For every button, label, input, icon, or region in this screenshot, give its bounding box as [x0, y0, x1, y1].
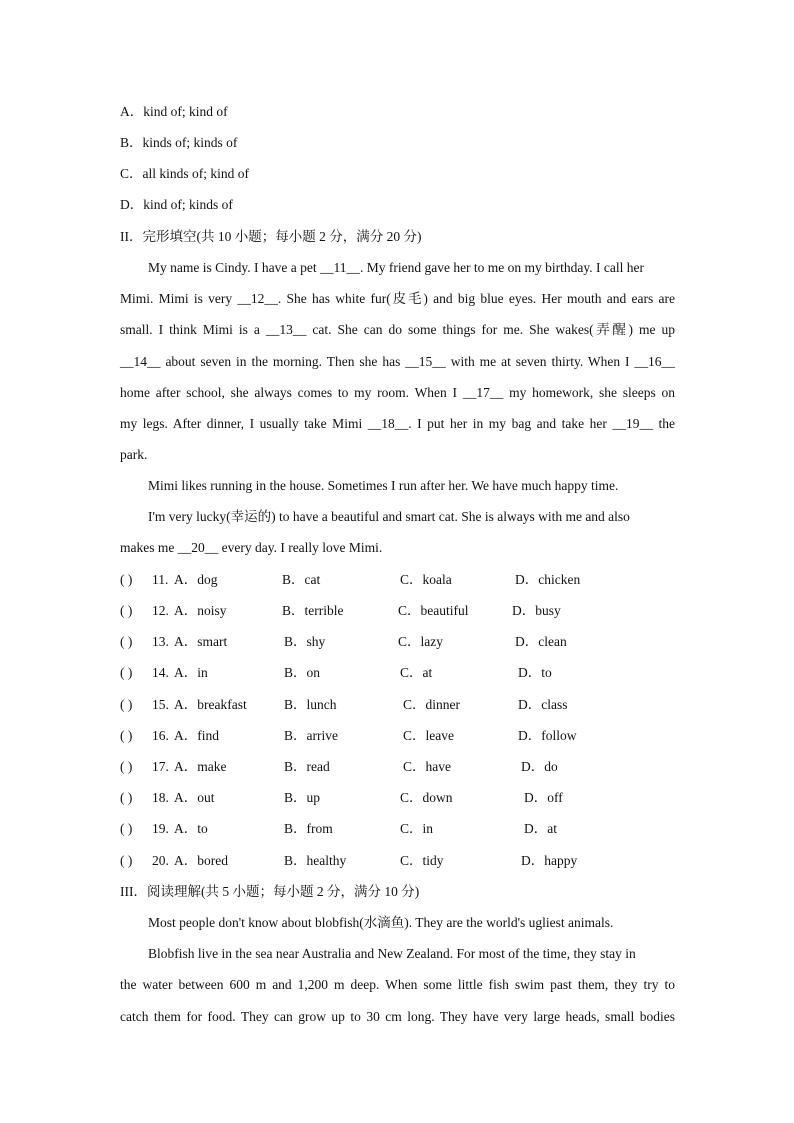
option-b: B．shy [284, 634, 326, 649]
answer-paren: ( ) [120, 665, 133, 680]
answer-paren: ( ) [120, 853, 133, 868]
blank-14: __14__ [120, 354, 161, 369]
option-d: D．follow [518, 728, 577, 743]
option-d: D．busy [512, 603, 561, 618]
option-c: C．koala [400, 572, 452, 587]
passage-line: makes me __20__ every day. I really love Mimi. [120, 540, 383, 555]
question-number: 15. [152, 697, 169, 712]
answer-paren: ( ) [120, 697, 133, 712]
option-a: A．smart [174, 634, 228, 649]
option-d: D．to [518, 665, 552, 680]
question-number: 13. [152, 634, 169, 649]
option-b: B．cat [282, 572, 321, 587]
answer-paren: ( ) [120, 759, 133, 774]
blank-12: __12__ [237, 291, 278, 306]
option-d: D．at [524, 821, 557, 836]
option-b: B．from [284, 821, 333, 836]
answer-paren: ( ) [120, 728, 133, 743]
passage-paragraph: Mimi likes running in the house. Sometimes I run after her. We have much happy time. [148, 478, 619, 493]
blank-19: __19__ [612, 416, 653, 431]
question-number: 14. [152, 665, 169, 680]
option-c: C．in [400, 821, 434, 836]
reading-line: Blobfish live in the sea near Australia and New Zealand. For most of the time, they stay in [148, 946, 636, 961]
option-a: A．bored [174, 853, 228, 868]
option-a: A．out [174, 790, 215, 805]
answer-paren: ( ) [120, 603, 133, 618]
answer-paren: ( ) [120, 572, 133, 587]
option-c: C．lazy [398, 634, 443, 649]
question-number: 18. [152, 790, 169, 805]
section-heading-reading: III．阅读理解(共 5 小题；每小题 2 分，满分 10 分) [120, 884, 420, 899]
option-a: A．kind of; kind of [120, 104, 228, 119]
option-d: D．clean [515, 634, 567, 649]
option-d: D．happy [521, 853, 578, 868]
passage-line: my legs. After dinner, I usually take Mimi __18__. I put her in my bag and take her __19__ the [120, 416, 675, 431]
question-number: 17. [152, 759, 169, 774]
option-d: D．chicken [515, 572, 581, 587]
blank-15: __15__ [405, 354, 446, 369]
section-heading-cloze: II．完形填空(共 10 小题；每小题 2 分，满分 20 分) [120, 229, 422, 244]
option-c: C．leave [403, 728, 454, 743]
option-c: C．all kinds of; kind of [120, 166, 249, 181]
option-c: C．have [403, 759, 451, 774]
answer-paren: ( ) [120, 790, 133, 805]
answer-paren: ( ) [120, 821, 133, 836]
question-number: 20. [152, 853, 169, 868]
option-b: B．kinds of; kinds of [120, 135, 238, 150]
blank-17: __17__ [462, 385, 504, 400]
option-b: B．lunch [284, 697, 337, 712]
option-d: D．class [518, 697, 568, 712]
question-number: 11. [152, 572, 169, 587]
option-a: A．to [174, 821, 208, 836]
passage-line: small. I think Mimi is a __13__ cat. She can do some things for me. She wakes(弄醒) me up [120, 322, 675, 337]
option-b: B．arrive [284, 728, 338, 743]
blank-13: __13__ [265, 322, 307, 337]
passage-line: I'm very lucky(幸运的) to have a beautiful and smart cat. She is always with me and also [148, 509, 630, 524]
option-d: D．kind of; kinds of [120, 197, 233, 212]
option-a: A．in [174, 665, 208, 680]
option-b: B．on [284, 665, 321, 680]
blank-16: __16__ [634, 354, 675, 369]
reading-line: catch them for food. They can grow up to 30 cm long. They have very large heads, small bodies [120, 1009, 675, 1024]
option-c: C．tidy [400, 853, 444, 868]
option-c: C．dinner [403, 697, 460, 712]
option-a: A．make [174, 759, 227, 774]
question-number: 12. [152, 603, 169, 618]
passage-line: park. [120, 447, 148, 462]
answer-paren: ( ) [120, 634, 133, 649]
passage-line: home after school, she always comes to my room. When I __17__ my homework, she sleeps on [120, 385, 675, 400]
option-a: A．breakfast [174, 697, 247, 712]
blank-18: __18__ [367, 416, 409, 431]
option-a: A．find [174, 728, 219, 743]
option-b: B．terrible [282, 603, 344, 618]
passage-line: __14__ about seven in the morning. Then she has __15__ with me at seven thirty. When I __16__ [120, 354, 675, 369]
option-b: B．up [284, 790, 321, 805]
option-a: A．noisy [174, 603, 227, 618]
blank-11: __11__ [319, 260, 360, 275]
option-b: B．healthy [284, 853, 347, 868]
blank-20: __20__ [177, 540, 219, 555]
reading-line: the water between 600 m and 1,200 m deep. When some little fish swim past them, they try to [120, 977, 675, 992]
option-c: C．beautiful [398, 603, 469, 618]
option-d: D．off [524, 790, 563, 805]
option-c: C．down [400, 790, 453, 805]
question-number: 19. [152, 821, 169, 836]
passage-line: Mimi. Mimi is very __12__. She has white fur(皮毛) and big blue eyes. Her mouth and ears are [120, 291, 675, 306]
passage-line: My name is Cindy. I have a pet __11__. My friend gave her to me on my birthday. I call her [148, 260, 645, 275]
option-d: D．do [521, 759, 558, 774]
option-a: A．dog [174, 572, 218, 587]
reading-paragraph: Most people don't know about blobfish(水滴鱼). They are the world's ugliest animals. [148, 915, 614, 930]
question-number: 16. [152, 728, 169, 743]
option-b: B．read [284, 759, 330, 774]
option-c: C．at [400, 665, 433, 680]
